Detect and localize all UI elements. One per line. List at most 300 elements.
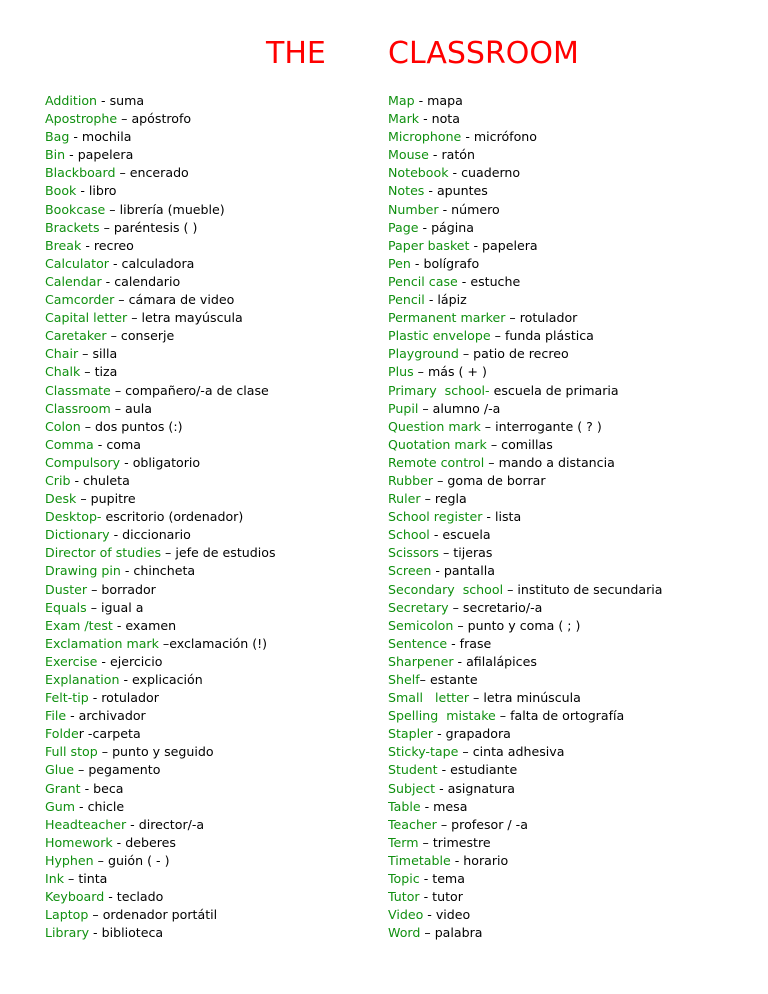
spanish-translation: ejercicio (109, 653, 163, 669)
english-term: Calculator (45, 255, 109, 271)
separator: - (424, 183, 437, 199)
spanish-translation: escritorio (ordenador) (105, 509, 244, 525)
vocab-entry (388, 852, 758, 870)
vocab-entry (388, 761, 758, 779)
vocab-entry (45, 327, 380, 345)
vocab-entry (388, 273, 758, 291)
spanish-translation: interrogante ( ? ) (495, 418, 602, 434)
separator: - (447, 635, 460, 651)
spanish-translation: apóstrofo (131, 111, 192, 127)
spanish-translation: mando a distancia (498, 454, 615, 470)
vocab-entry (388, 454, 758, 472)
spanish-translation: conserje (120, 328, 175, 344)
vocab-entry (388, 689, 758, 707)
separator: - (119, 672, 133, 687)
spanish-translation: rotulador (101, 690, 159, 706)
vocab-entry (388, 725, 758, 743)
separator: - (88, 690, 102, 706)
spanish-translation: punto y seguido (112, 744, 214, 760)
english-term: Mouse (388, 147, 429, 163)
vocab-entry (388, 653, 758, 671)
vocab-entry (45, 689, 380, 707)
spanish-translation: tiza (94, 364, 118, 380)
english-term: Secretary (388, 599, 449, 615)
separator: – (480, 418, 496, 434)
spanish-translation: palabra (434, 925, 483, 941)
spanish-translation: chuleta (83, 472, 130, 488)
vocab-entry (45, 707, 380, 725)
separator: – (88, 907, 103, 923)
separator: – (458, 346, 474, 362)
vocab-entry (45, 906, 380, 924)
separator: – (110, 400, 126, 416)
separator: – (490, 328, 505, 344)
vocab-entry (45, 581, 380, 599)
separator: – (78, 346, 93, 362)
spanish-translation: letra mayúscula (141, 310, 243, 326)
vocab-entry (45, 671, 380, 689)
vocab-entry (388, 780, 758, 798)
vocab-entry (45, 418, 380, 436)
vocab-entry (45, 544, 380, 562)
spanish-translation: mapa (427, 93, 463, 108)
spanish-translation: mochila (81, 129, 132, 145)
separator: - (81, 237, 94, 253)
english-term: Classmate (45, 382, 111, 398)
english-term: Ruler (388, 491, 421, 507)
vocab-entry (388, 345, 758, 363)
separator: – (438, 545, 454, 561)
spanish-translation: biblioteca (101, 925, 164, 941)
english-term: Chalk (45, 364, 81, 380)
separator: - (120, 563, 134, 579)
vocab-entry (45, 400, 380, 418)
spanish-translation: tutor (432, 889, 463, 905)
spanish-translation: lista (494, 509, 522, 525)
english-term: Small letter (388, 690, 470, 706)
separator: - (438, 201, 452, 217)
english-term: Blackboard (45, 165, 116, 181)
page-title (0, 32, 768, 76)
separator: - (97, 653, 110, 669)
vocab-entry (388, 400, 758, 418)
spanish-translation: bolígrafo (423, 255, 480, 271)
title-the: THE (266, 36, 326, 71)
separator: - (109, 527, 123, 543)
vocab-entry (388, 309, 758, 327)
separator: - (76, 183, 89, 199)
spanish-translation: funda plástica (504, 328, 594, 344)
english-term: Bin (45, 147, 66, 163)
english-term: Gum (45, 798, 76, 814)
spanish-translation: alumno /-a (432, 400, 501, 416)
english-term: Break (45, 237, 82, 253)
english-term: Ink (45, 871, 64, 887)
separator: – (486, 436, 502, 452)
spanish-translation: lápiz (437, 292, 467, 308)
separator: - (104, 889, 117, 905)
english-term: Notes (388, 183, 425, 199)
separator: – (74, 762, 89, 778)
vocab-entry (388, 870, 758, 888)
spanish-translation: asignatura (447, 780, 515, 796)
english-term: Library (45, 925, 90, 941)
separator: – (87, 581, 102, 597)
spanish-translation: trimestre (432, 834, 491, 850)
vocab-entry (45, 870, 380, 888)
separator: - (448, 165, 462, 181)
separator: - (89, 925, 102, 941)
english-term: Stapler (388, 726, 434, 742)
english-term: Secondary school (388, 581, 504, 597)
spanish-translation: borrador (101, 581, 156, 597)
separator: – (419, 672, 430, 687)
spanish-translation: pegamento (88, 762, 161, 778)
separator: – (503, 581, 518, 597)
vocab-entry (388, 834, 758, 852)
english-term: Exclamation mark (45, 635, 159, 651)
vocab-entry (45, 219, 380, 237)
spanish-translation: mesa (433, 798, 468, 814)
vocab-entry (388, 544, 758, 562)
spanish-translation: página (431, 219, 474, 235)
separator: - (66, 708, 79, 724)
spanish-translation: ordenador portátil (102, 907, 218, 923)
separator: - (69, 129, 82, 145)
title-classroom: CLASSROOM (388, 36, 579, 71)
english-term: School (388, 527, 430, 543)
vocab-entry (45, 526, 380, 544)
vocab-entry (388, 798, 758, 816)
separator: – (458, 744, 473, 760)
separator: – (436, 816, 452, 832)
spanish-translation: librería (mueble) (119, 201, 225, 217)
english-term: Sentence (388, 635, 448, 651)
separator: - (70, 472, 84, 488)
vocab-entry (45, 309, 380, 327)
separator: – (413, 364, 428, 380)
english-term: Headteacher (45, 816, 127, 832)
spanish-translation: chincheta (133, 563, 196, 579)
vocab-entry (388, 128, 758, 146)
vocab-entry (45, 146, 380, 164)
vocab-entry (45, 888, 380, 906)
separator: - (469, 237, 483, 253)
vocab-entry (45, 92, 380, 110)
vocab-entry (45, 382, 380, 400)
separator: - (419, 871, 433, 887)
vocab-entry (388, 237, 758, 255)
separator: - (93, 436, 107, 452)
spanish-translation: grapadora (445, 726, 511, 742)
separator: - (424, 292, 438, 308)
spanish-translation: pantalla (443, 563, 495, 579)
separator: – (161, 545, 176, 561)
vocab-entry (388, 418, 758, 436)
english-term: Drawing pin (45, 563, 121, 579)
english-term: Caretaker (45, 328, 107, 344)
separator: - (433, 726, 446, 742)
english-term: Director of studies (45, 545, 162, 561)
vocab-entry (45, 852, 380, 870)
vocab-entry (388, 146, 758, 164)
vocab-entry (45, 345, 380, 363)
spanish-translation: coma (106, 436, 141, 452)
vocab-entry (388, 490, 758, 508)
vocab-entry (45, 834, 380, 852)
vocab-entry (388, 436, 758, 454)
spanish-translation: tinta (78, 871, 108, 887)
english-term: Tutor (388, 889, 420, 905)
separator: - (431, 563, 444, 579)
spanish-translation: tijeras (453, 545, 493, 561)
english-term: Capital letter (45, 310, 128, 326)
separator: – (418, 834, 433, 850)
english-term: Teacher (388, 816, 437, 832)
spanish-translation: examen (125, 617, 177, 633)
english-term: Paper basket (388, 237, 470, 253)
english-term: Chair (45, 346, 79, 362)
spanish-translation: aula (125, 400, 152, 416)
english-term: Folde (45, 726, 79, 742)
vocab-entry (388, 599, 758, 617)
spanish-translation: cuaderno (461, 165, 521, 181)
spanish-translation: papelera (77, 147, 134, 163)
vocab-entry (45, 237, 380, 255)
separator: – (93, 852, 108, 868)
spanish-translation: horario (463, 852, 509, 868)
english-term: Topic (388, 871, 420, 887)
separator: - (120, 454, 133, 470)
english-term: Subject (388, 780, 436, 796)
spanish-translation: video (435, 907, 471, 923)
vocab-entry (45, 635, 380, 653)
spanish-translation: director/-a (138, 816, 205, 832)
separator: – (433, 472, 448, 488)
english-term: School register (388, 509, 483, 525)
vocab-entry (388, 110, 758, 128)
english-term: Desktop- (45, 509, 102, 525)
separator: - (428, 147, 442, 163)
vocab-entry (388, 92, 758, 110)
spanish-translation: regla (434, 491, 467, 507)
spanish-translation: guión ( - ) (107, 852, 170, 868)
spanish-translation: exclamación (!) (169, 635, 268, 651)
spanish-translation: comillas (501, 436, 553, 452)
spanish-translation: estudiante (450, 762, 518, 778)
vocab-entry (388, 219, 758, 237)
vocab-entry (388, 581, 758, 599)
vocab-entry (45, 924, 380, 942)
vocab-entry (45, 164, 380, 182)
english-term: Microphone (388, 129, 462, 145)
vocab-entry (45, 490, 380, 508)
separator: – (105, 201, 120, 217)
vocab-entry (45, 798, 380, 816)
separator: - (414, 93, 428, 108)
separator: - (75, 798, 88, 814)
english-term: Number (388, 201, 439, 217)
vocab-entry (388, 201, 758, 219)
spanish-translation: punto y coma ( ; ) (467, 617, 581, 633)
separator: – (453, 617, 468, 633)
separator: - (420, 798, 434, 814)
spanish-translation: escuela de primaria (493, 382, 619, 398)
separator: - (435, 780, 448, 796)
vocab-entry (388, 888, 758, 906)
spanish-translation: deberes (125, 834, 176, 850)
separator: - (65, 147, 78, 163)
separator: - (101, 273, 115, 289)
separator: – (99, 219, 114, 235)
vocab-entry (45, 508, 380, 526)
separator: - (97, 93, 110, 108)
english-term: Colon (45, 418, 81, 434)
separator: - (112, 834, 126, 850)
separator: - (437, 762, 451, 778)
vocab-entry (388, 255, 758, 273)
separator: – (97, 744, 113, 760)
vocab-entry (388, 363, 758, 381)
left-vocabulary-column (45, 92, 380, 942)
spanish-translation: dos puntos (:) (95, 418, 183, 434)
english-term: Table (388, 798, 421, 814)
separator: - (112, 617, 126, 633)
vocab-entry (45, 725, 380, 743)
separator: – (420, 925, 435, 941)
english-term: Grant (45, 780, 81, 796)
english-term: Quotation mark (388, 436, 487, 452)
separator: - (410, 255, 424, 271)
spanish-translation: obligatorio (132, 454, 201, 470)
separator: – (418, 400, 433, 416)
separator: – (117, 111, 132, 127)
english-term: Bag (45, 129, 70, 145)
vocab-entry (45, 816, 380, 834)
vocab-entry (45, 780, 380, 798)
vocab-entry (388, 562, 758, 580)
vocab-entry (45, 599, 380, 617)
spanish-translation: jefe de estudios (175, 545, 276, 561)
spanish-translation: frase (459, 635, 492, 651)
spanish-translation: instituto de secundaria (517, 581, 663, 597)
vocab-entry (45, 182, 380, 200)
spanish-translation: estante (429, 672, 478, 687)
english-term: Mark (388, 111, 420, 127)
english-term: Pupil (388, 400, 419, 416)
english-term: Camcorder (45, 292, 115, 308)
vocab-entry (45, 454, 380, 472)
spanish-translation: r -carpeta (78, 726, 141, 742)
english-term: Exam /test (45, 617, 113, 633)
english-term: Rubber (388, 472, 434, 488)
spanish-translation: afilalápices (466, 653, 537, 669)
spanish-translation: secretario/-a (462, 599, 543, 615)
separator: – (115, 165, 130, 181)
separator: - (429, 527, 443, 543)
spanish-translation: pupitre (90, 491, 136, 507)
vocab-entry (45, 201, 380, 219)
spanish-translation: silla (92, 346, 118, 362)
separator: - (419, 889, 433, 905)
separator: – (469, 690, 484, 706)
spanish-translation: número (451, 201, 500, 217)
spanish-translation: nota (431, 111, 460, 127)
vocab-entry (388, 743, 758, 761)
separator: - (419, 111, 432, 127)
english-term: Remote control (388, 454, 485, 470)
vocab-entry (388, 635, 758, 653)
english-term: Crib (45, 472, 71, 488)
separator: - (482, 509, 495, 525)
vocab-entry (388, 816, 758, 834)
vocab-entry (388, 472, 758, 490)
spanish-translation: calculadora (121, 255, 195, 271)
english-term: Notebook (388, 165, 449, 181)
english-term: Brackets (45, 219, 100, 235)
english-term: Plus (388, 364, 414, 380)
english-term: File (45, 708, 67, 724)
separator: – (80, 364, 95, 380)
english-term: Explanation (45, 672, 120, 687)
spanish-translation: calendario (114, 273, 181, 289)
english-term: Bookcase (45, 201, 106, 217)
spanish-translation: chicle (87, 798, 125, 814)
separator: - (126, 816, 139, 832)
english-term: Duster (45, 581, 88, 597)
english-term: Glue (45, 762, 74, 778)
english-term: Addition (45, 93, 98, 108)
english-term: Question mark (388, 418, 481, 434)
separator: – (106, 328, 121, 344)
english-term: Timetable (388, 852, 451, 868)
spanish-translation: falta de ortografía (510, 708, 625, 724)
english-term: Laptop (45, 907, 89, 923)
separator: – (495, 708, 511, 724)
english-term: Spelling mistake (388, 708, 496, 724)
vocab-entry (388, 617, 758, 635)
english-term: Homework (45, 834, 113, 850)
english-term: Desk (45, 491, 77, 507)
vocab-entry (45, 617, 380, 635)
spanish-translation: suma (109, 93, 145, 108)
english-term: Sharpener (388, 653, 454, 669)
english-term: Exercise (45, 653, 98, 669)
english-term: Equals (45, 599, 87, 615)
english-term: Sticky-tape (388, 744, 459, 760)
spanish-translation: apuntes (436, 183, 488, 199)
english-term: Comma (45, 436, 94, 452)
english-term: Classroom (45, 400, 111, 416)
separator: - (80, 780, 94, 796)
vocab-entry (45, 291, 380, 309)
spanish-translation: micrófono (473, 129, 537, 145)
spanish-translation: rotulador (519, 310, 578, 326)
english-term: Video (388, 907, 424, 923)
english-term: Shelf (388, 672, 420, 687)
spanish-translation: teclado (116, 889, 164, 905)
english-term: Compulsory (45, 454, 121, 470)
english-term: Primary school- (388, 382, 490, 398)
separator: – (158, 635, 170, 651)
vocab-entry (45, 110, 380, 128)
vocab-entry (388, 924, 758, 942)
spanish-translation: goma de borrar (447, 472, 546, 488)
spanish-translation: libro (88, 183, 117, 199)
right-vocabulary-column (388, 92, 758, 942)
spanish-translation: cinta adhesiva (472, 744, 565, 760)
vocab-entry (388, 291, 758, 309)
